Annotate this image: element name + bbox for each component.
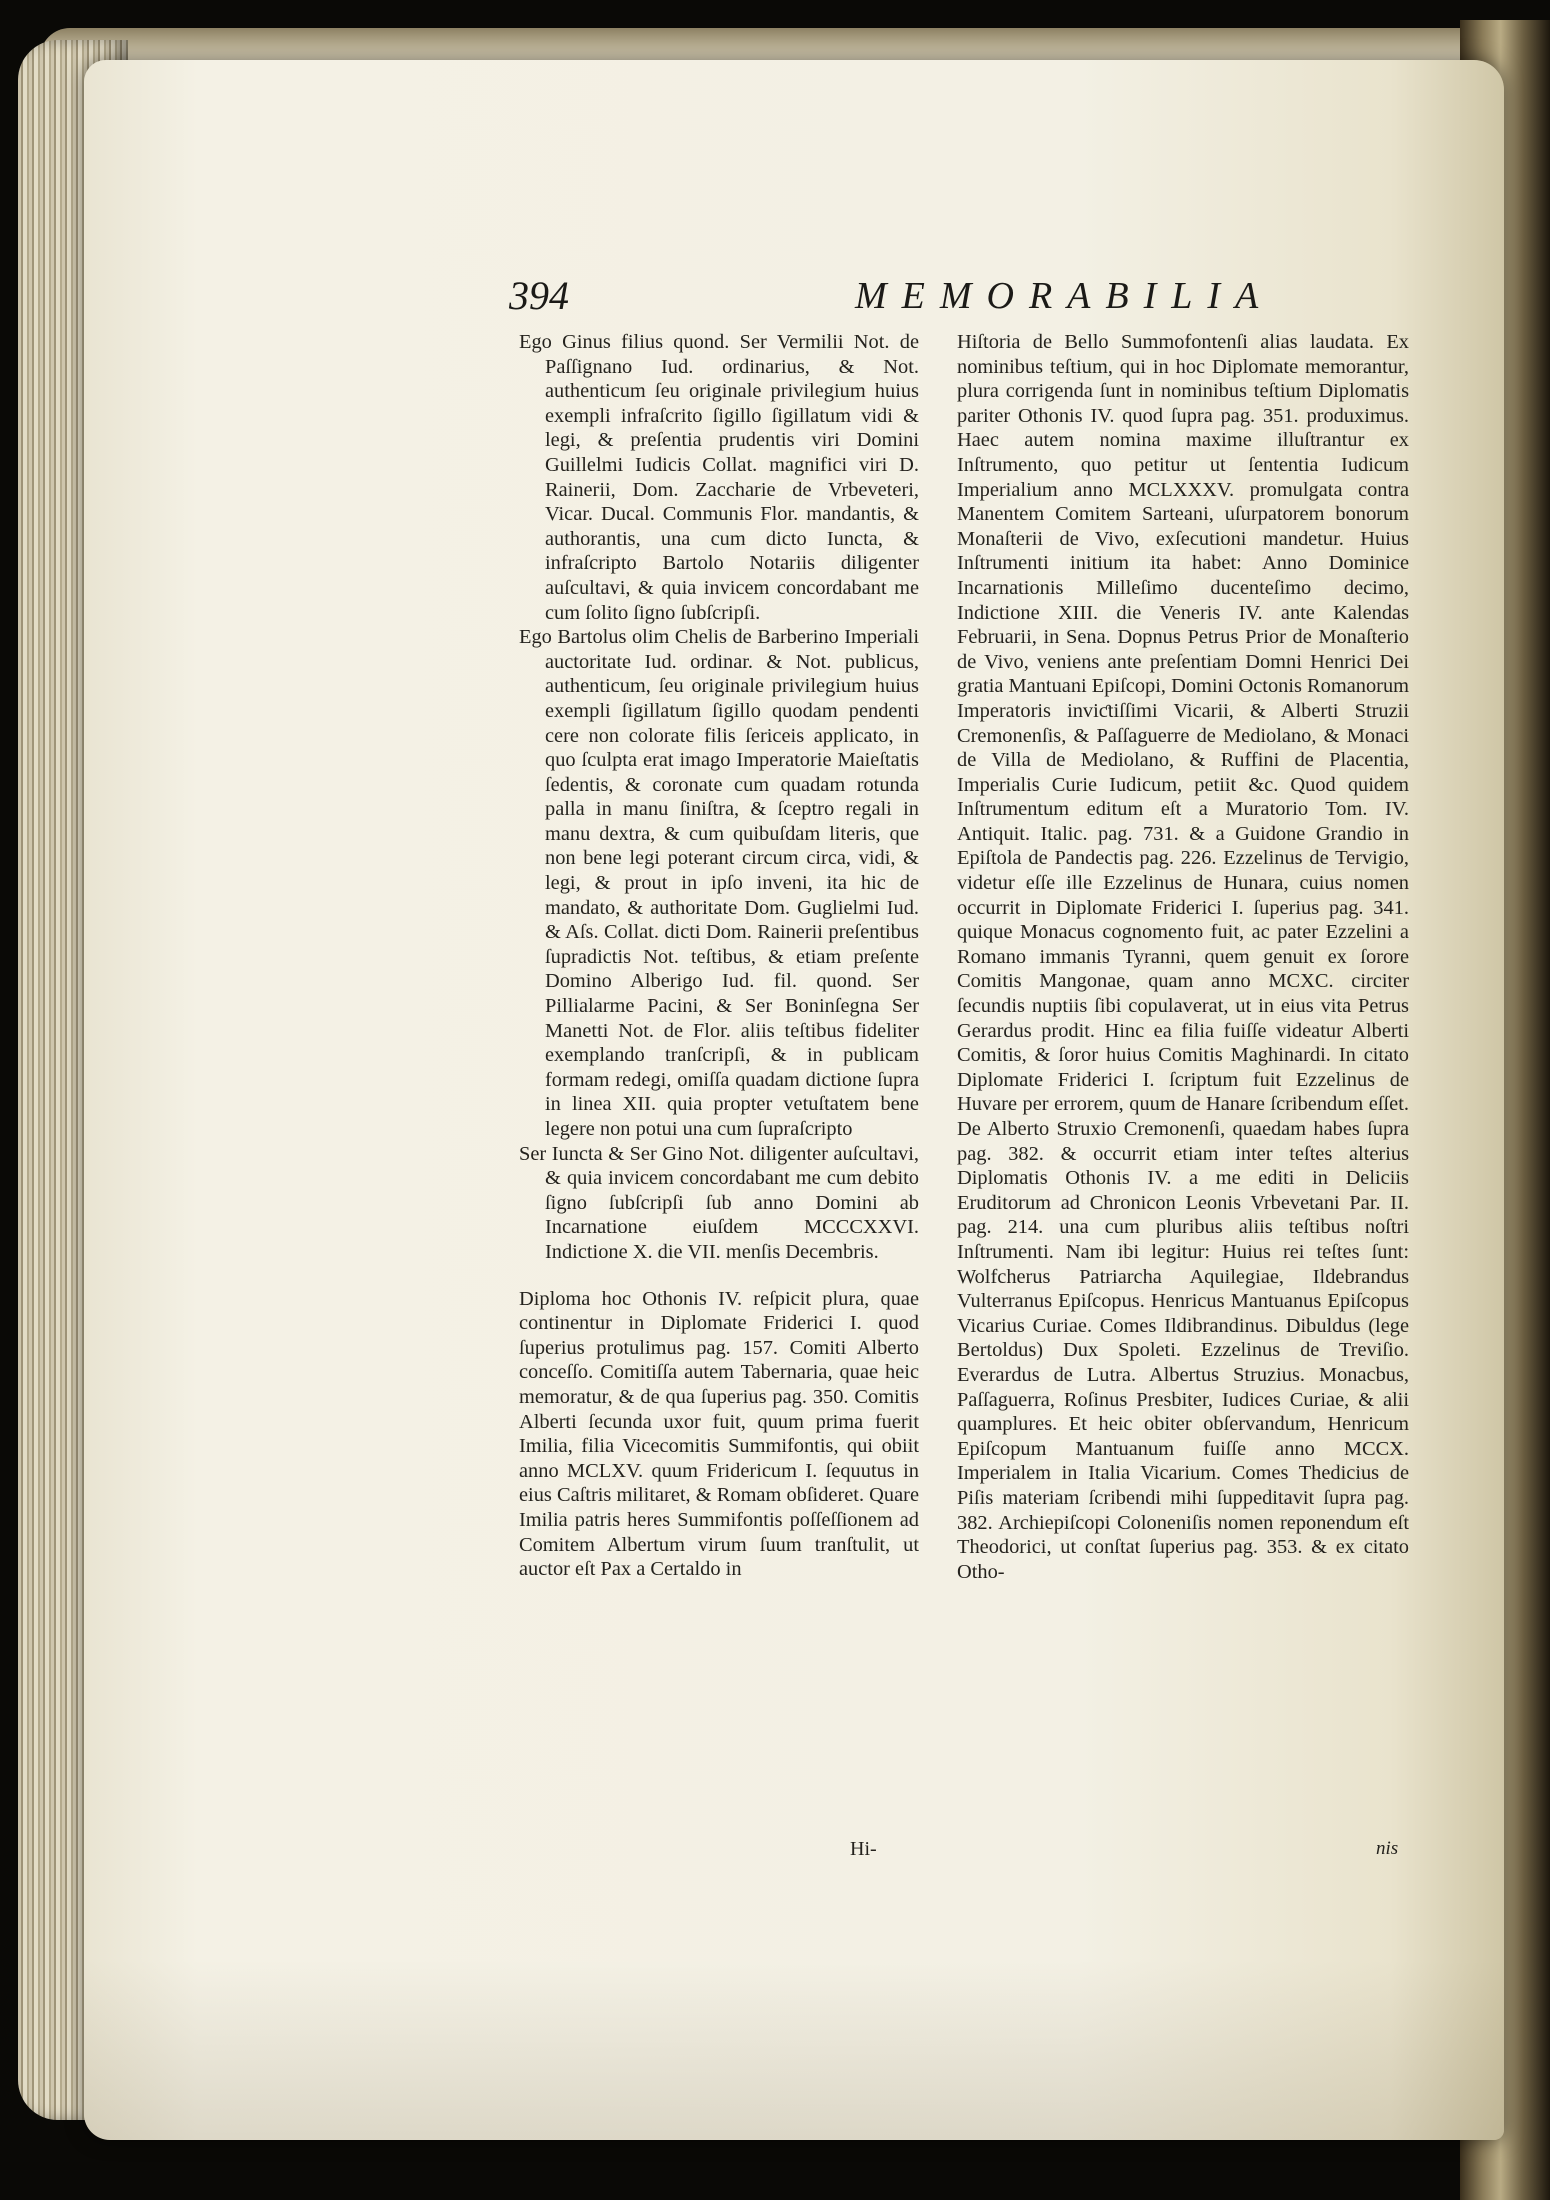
catchword-right: nis xyxy=(1376,1838,1399,1859)
paragraph-gap xyxy=(519,1265,919,1287)
right-column xyxy=(957,330,1409,1584)
commentary-continued: Hiſtoria de Bello Summofontenſi alias laudata. Ex nominibus teſtium, qui in hoc Diplomate memorantur, plura corrigenda ſunt in nominibus teſtium Diplomatis pariter Othonis IV. quod ſupra pag. 351. produximus. Haec autem nomina maxime illuſtrantur ex Inſtrumento, quo petitur ut ſententia Iudicum Imperialium anno MCLXXXV. promulgata contra Manentem Comitem Sarteani, uſurpatorem bonorum Monaſterii de Vivo, exſecutioni mandetur. Huius Inſtrumenti initium ita habet: Anno Dominice Incarnationis Milleſimo ducenteſimo decimo, Indictione XIII. die Veneris IV. ante Kalendas Februarii, in Sena. Dopnus Petrus Prior de Monaſterio de Vivo, veniens ante preſentiam Domni Henrici Dei gratia Mantuani Epiſcopi, Domini Octonis Romanorum Imperatoris inviƈtiſſimi Vicarii, & Alberti Struzii Cremonenſis, & Paſſaguerre de Mediolano, & Monaci de Villa de Mediolano, & Ruffini de Placentia, Imperialis Curie Iudicum, petiit &c. Quod quidem Inſtrumentum editum eſt a Muratorio Tom. IV. Antiquit. Italic. pag. 731. & a Guidone Grandio in Epiſtola de Pandectis pag. 226. Ezzelinus de Tervigio, videtur eſſe ille Ezzelinus de Hunara, cuius nomen occurrit in Diplomate Friderici I. ſuperius pag. 341. quique Monacus cognomento fuit, ac pater Ezzelini a Romano immanis Tyranni, quem genuit ex ſorore Comitis Mangonae, quam anno MCXC. circiter ſecundis nuptiis ſibi copulaverat, ut in eius vita Petrus Gerardus prodit. Hinc ea filia fuiſſe videatur Alberti Comitis, & ſoror huius Comitis Maghinardi. In citato Diplomate Friderici I. ſcriptum fuit Ezzelinus de Huvare per errorem, quum de Hanare ſcribendum eſſet. De Alberto Struxio Cremonenſi, quaedam habes ſupra pag. 382. & occurrit etiam inter teſtes alterius Diplomatis Othonis IV. a me editi in Deliciis Eruditorum ad Chronicon Leonis Vrbevetani Par. II. pag. 214. una cum pluribus aliis teſtibus noſtri Inſtrumenti. Nam ibi legitur: Huius rei teſtes ſunt: Wolfcherus Patriarcha Aquilegiae, Ildebrandus Vulterranus Epiſcopus. Henricus Mantuanus Epiſcopus Vicarius Curiae. Comes Ildibrandinus. Dibuldus (lege Bertoldus) Dux Spoleti. Ezzelinus de Treviſio. Everardus de Lutra. Albertus Struzius. Monacbus, Paſſaguerra, Roſinus Presbiter, Iudices Curiae, & alii quamplures. Et heic obiter obſervandum, Henricum Epiſcopum Mantuanum fuiſſe anno MCCX. Imperialem in Italia Vicarium. Comes Thedicius de Piſis materiam ſcribendi mihi ſuppeditavit ſupra pag. 382. Archiepiſcopi Coloneniſis nomen reponendum eſt Theodorici, ut conſtat ſuperius pag. 353. & ex citato Otho- xyxy=(957,331,1409,1583)
page-number: 394 xyxy=(509,273,569,318)
subscription-ginus: Ego Ginus filius quond. Ser Vermilii Not. de Paſſignano Iud. ordinarius, & Not. authenticum ſeu originale privilegium huius exempli infraſcrito ſigillo ſigillatum vidi & legi, & preſentia prudentis viri Domini Guillelmi Iudicis Collat. magnifici viri D. Rainerii, Dom. Zaccharie de Vrbeveteri, Vicar. Ducal. Communis Flor. mandantis, & authorantis, una cum dicto Iuncta, & infraſcripto Bartolo Notariis diligenter auſcultavi, & quia invicem concordabant me cum ſolito ſigno ſubſcripſi. xyxy=(519,331,919,624)
subscription-bartolus: Ego Bartolus olim Chelis de Barberino Imperiali auctoritate Iud. ordinar. & Not. publicus, authenticum, ſeu originale privilegium huius exempli ſigillatum ſigillo quodam pendenti cere non colorate filis ſericeis applicato, in quo ſculpta erat imago Imperatorie Maieſtatis ſedentis, & coronate cum quadam rotunda palla in manu ſiniſtra, & ſceptro regali in manu dextra, & cum quibuſdam literis, que non bene legi poterant circum circa, vidi, & legi, & prout in ipſo inveni, ita hic de mandato, & authoritate Dom. Guglielmi Iud. & Aſs. Collat. dicti Dom. Rainerii preſentibus ſupradictis Not. teſtibus, & etiam preſente Domino Alberigo Iud. fil. quond. Ser Pillialarme Pacini, & Ser Boninſegna Ser Manetti Not. de Flor. aliis teſtibus fideliter exemplando tranſcripſi, & in publicam formam redegi, omiſſa quadam dictione ſupra in linea XII. quia propter vetuſtatem bene legere non potui una cum ſupraſcripto xyxy=(519,626,919,1140)
subscription-iuncta: Ser Iuncta & Ser Gino Not. diligenter auſcultavi, & quia invicem concordabant me cum debito ſigno ſubſcripſi ſub anno Domini ab Incarnatione eiuſdem MCCCXXVI. Indictione X. die VII. menſis Decembris. xyxy=(519,1142,919,1263)
commentary-paragraph: Diploma hoc Othonis IV. reſpicit plura, quae continentur in Diplomate Friderici I. quod ſuperius protulimus pag. 157. Comiti Alberto conceſſo. Comitiſſa autem Tabernaria, quae heic memoratur, & de qua ſuperius pag. 350. Comitis Alberti ſecunda uxor fuit, quum prima fuerit Imilia, filia Vicecomitis Summifontis, qui obiit anno MCLXV. quum Fridericum I. ſequutus in eius Caſtris militaret, & Romam obſideret. Quare Imilia patris heres Summifontis poſſeſſionem ad Comitem Albertum virum ſuum tranſtulit, ut auctor eſt Pax a Certaldo in xyxy=(519,1287,919,1581)
catchword-left: Hi- xyxy=(850,1838,877,1860)
page-shading xyxy=(84,1960,1504,2140)
left-column xyxy=(519,330,919,1582)
page-header xyxy=(425,272,1485,322)
running-title: MEMORABILIA xyxy=(855,275,1274,317)
